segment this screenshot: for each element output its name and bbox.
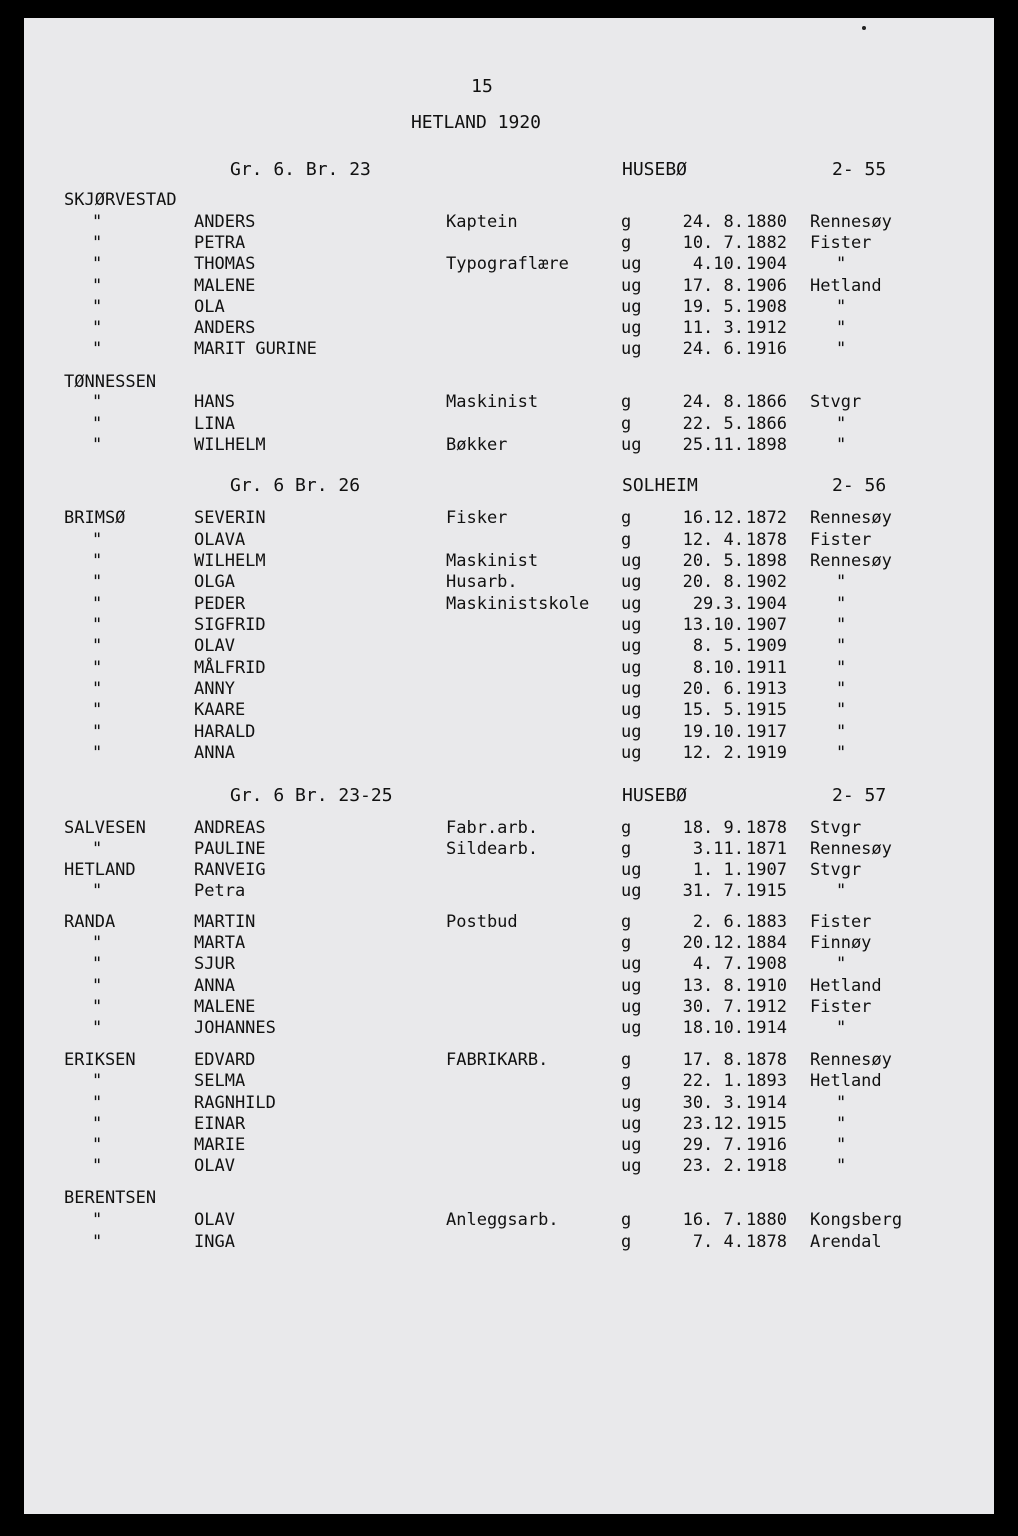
surname: SKJØRVESTAD [64,190,177,210]
given-name: JOHANNES [194,1018,276,1038]
marital-status: ug [621,997,642,1017]
birth-date: 23. 2. [682,1156,744,1176]
birthplace: Fister [810,912,872,932]
page-number: 15 [471,76,493,97]
birth-year: 1908 [746,954,787,974]
given-name: HARALD [194,722,256,742]
birth-year: 1898 [746,435,787,455]
birth-date: 16. 7. [682,1210,744,1230]
birth-date: 15. 5. [682,700,744,720]
ditto-mark: " [92,297,103,317]
occupation: Fisker [446,508,508,528]
birth-date: 20. 6. [682,679,744,699]
ditto-mark: " [92,392,103,412]
birth-year: 1914 [746,1093,787,1113]
marital-status: g [621,508,632,528]
ditto-mark: " [92,933,103,953]
given-name: ANDERS [194,318,256,338]
birthplace: " [836,954,847,974]
birthplace: " [836,318,847,338]
birth-date: 22. 1. [682,1071,744,1091]
birth-year: 1880 [746,212,787,232]
birth-year: 1907 [746,615,787,635]
marital-status: ug [621,551,642,571]
given-name: OLAV [194,1156,235,1176]
birthplace: Finnøy [810,933,872,953]
marital-status: ug [621,572,642,592]
birth-year: 1884 [746,933,787,953]
birthplace: Hetland [810,1071,882,1091]
birth-date: 2. 6. [692,912,744,932]
ditto-mark: " [92,1210,103,1230]
birthplace: " [836,743,847,763]
ditto-mark: " [92,881,103,901]
birth-year: 1913 [746,679,787,699]
marital-status: g [621,1071,632,1091]
marital-status: ug [621,976,642,996]
birth-date: 11. 3. [682,318,744,338]
birth-date: 29.3. [692,594,744,614]
birth-date: 12. 2. [682,743,744,763]
birth-year: 1882 [746,233,787,253]
birth-date: 10. 7. [682,233,744,253]
birthplace: " [836,615,847,635]
birthplace: Stvgr [810,818,862,838]
ditto-mark: " [92,1093,103,1113]
ditto-mark: " [92,339,103,359]
marital-status: ug [621,658,642,678]
marital-status: ug [621,636,642,656]
section-header-farm: HUSEBØ [622,159,688,180]
birthplace: " [836,297,847,317]
birth-year: 1883 [746,912,787,932]
occupation: Maskinist [446,392,539,412]
marital-status: g [621,392,632,412]
given-name: HANS [194,392,235,412]
marital-status: ug [621,1018,642,1038]
marital-status: g [621,233,632,253]
surname: RANDA [64,912,116,932]
marital-status: ug [621,954,642,974]
birth-date: 13.10. [682,615,744,635]
birth-year: 1872 [746,508,787,528]
birthplace: " [836,1156,847,1176]
marital-status: g [621,1050,632,1070]
birth-year: 1866 [746,392,787,412]
given-name: PEDER [194,594,246,614]
marital-status: ug [621,1114,642,1134]
marital-status: g [621,912,632,932]
ditto-mark: " [92,636,103,656]
ditto-mark: " [92,233,103,253]
marital-status: ug [621,276,642,296]
birthplace: " [836,700,847,720]
given-name: MÅLFRID [194,658,266,678]
marital-status: ug [621,615,642,635]
given-name: ANNY [194,679,235,699]
marital-status: g [621,1210,632,1230]
birth-date: 30. 7. [682,997,744,1017]
section-header-parish: Gr. 6 Br. 23-25 [230,785,393,806]
birth-date: 16.12. [682,508,744,528]
given-name: SELMA [194,1071,246,1091]
marital-status: ug [621,435,642,455]
marital-status: ug [621,881,642,901]
birthplace: " [836,1093,847,1113]
section-header-farm: HUSEBØ [622,785,688,806]
birthplace: " [836,1018,847,1038]
ditto-mark: " [92,530,103,550]
birth-date: 8. 5. [692,636,744,656]
birth-year: 1902 [746,572,787,592]
given-name: RANVEIG [194,860,266,880]
birth-date: 4.10. [692,254,744,274]
birth-year: 1878 [746,818,787,838]
ditto-mark: " [92,254,103,274]
birthplace: " [836,572,847,592]
given-name: SEVERIN [194,508,266,528]
ditto-mark: " [92,1156,103,1176]
given-name: ANDERS [194,212,256,232]
marital-status: ug [621,254,642,274]
ditto-mark: " [92,594,103,614]
marital-status: ug [621,700,642,720]
section-header-code: 2- 57 [832,785,887,806]
birth-year: 1880 [746,1210,787,1230]
birth-date: 20. 5. [682,551,744,571]
birth-date: 18. 9. [682,818,744,838]
birthplace: " [836,1135,847,1155]
ditto-mark: " [92,658,103,678]
surname: ERIKSEN [64,1050,136,1070]
birthplace: " [836,722,847,742]
marital-status: g [621,1232,632,1252]
birthplace: Stvgr [810,392,862,412]
given-name: OLAV [194,1210,235,1230]
marital-status: ug [621,339,642,359]
ditto-mark: " [92,212,103,232]
section-header-code: 2- 56 [832,475,887,496]
birthplace: " [836,1114,847,1134]
birthplace: " [836,679,847,699]
surname: BERENTSEN [64,1188,157,1208]
birth-date: 29. 7. [682,1135,744,1155]
occupation: Typograflære [446,254,569,274]
birth-year: 1912 [746,997,787,1017]
section-header-parish: Gr. 6. Br. 23 [230,159,371,180]
birth-year: 1908 [746,297,787,317]
given-name: SIGFRID [194,615,266,635]
occupation: FABRIKARB. [446,1050,549,1070]
occupation: Fabr.arb. [446,818,539,838]
birth-date: 30. 3. [682,1093,744,1113]
ditto-mark: " [92,1071,103,1091]
birthplace: Kongsberg [810,1210,903,1230]
given-name: MARTA [194,933,246,953]
given-name: PAULINE [194,839,266,859]
ditto-mark: " [92,1114,103,1134]
given-name: SJUR [194,954,235,974]
birth-year: 1904 [746,594,787,614]
birthplace: Rennesøy [810,839,892,859]
birth-date: 8.10. [692,658,744,678]
birth-date: 20.12. [682,933,744,953]
ditto-mark: " [92,551,103,571]
birthplace: Rennesøy [810,508,892,528]
ditto-mark: " [92,414,103,434]
ditto-mark: " [92,1018,103,1038]
birth-date: 17. 8. [682,276,744,296]
birth-date: 13. 8. [682,976,744,996]
given-name: OLAVA [194,530,246,550]
page-title: HETLAND 1920 [410,112,542,133]
birth-date: 1. 1. [692,860,744,880]
marital-status: ug [621,743,642,763]
birth-date: 17. 8. [682,1050,744,1070]
birth-date: 7. 4. [692,1232,744,1252]
birth-date: 25.11. [682,435,744,455]
birth-date: 20. 8. [682,572,744,592]
marital-status: ug [621,1093,642,1113]
birthplace: Arendal [810,1232,882,1252]
ditto-mark: " [92,435,103,455]
given-name: MARIT GURINE [194,339,317,359]
ditto-mark: " [92,318,103,338]
surname: HETLAND [64,860,136,880]
section-header-parish: Gr. 6 Br. 26 [230,475,361,496]
ditto-mark: " [92,679,103,699]
occupation: Anleggsarb. [446,1210,559,1230]
marital-status: g [621,839,632,859]
birthplace: Stvgr [810,860,862,880]
birth-year: 1878 [746,530,787,550]
birth-year: 1878 [746,1232,787,1252]
occupation: Maskinistskole [446,594,590,614]
ditto-mark: " [92,276,103,296]
birth-year: 1918 [746,1156,787,1176]
birth-date: 24. 6. [682,339,744,359]
marital-status: g [621,933,632,953]
birth-date: 19. 5. [682,297,744,317]
given-name: KAARE [194,700,246,720]
marital-status: g [621,530,632,550]
marital-status: ug [621,594,642,614]
birth-date: 23.12. [682,1114,744,1134]
birth-date: 12. 4. [682,530,744,550]
birthplace: Rennesøy [810,1050,892,1070]
birth-year: 1910 [746,976,787,996]
birth-year: 1916 [746,339,787,359]
surname: SALVESEN [64,818,146,838]
ditto-mark: " [92,839,103,859]
birth-year: 1907 [746,860,787,880]
ditto-mark: " [92,700,103,720]
birth-year: 1878 [746,1050,787,1070]
section-header-code: 2- 55 [832,159,887,180]
birthplace: " [836,435,847,455]
birthplace: Hetland [810,276,882,296]
birth-year: 1909 [746,636,787,656]
surname: TØNNESSEN [64,372,157,392]
ditto-mark: " [92,976,103,996]
ditto-mark: " [92,1135,103,1155]
birth-date: 4. 7. [692,954,744,974]
birthplace: Rennesøy [810,212,892,232]
marital-status: ug [621,297,642,317]
speck-mark [862,26,866,30]
birth-year: 1917 [746,722,787,742]
occupation: Sildearb. [446,839,539,859]
given-name: INGA [194,1232,235,1252]
birth-date: 3.11. [692,839,744,859]
birth-year: 1916 [746,1135,787,1155]
birthplace: Fister [810,997,872,1017]
given-name: ANNA [194,743,235,763]
ditto-mark: " [92,615,103,635]
given-name: MARIE [194,1135,246,1155]
surname: BRIMSØ [64,508,126,528]
occupation: Husarb. [446,572,518,592]
birthplace: Rennesøy [810,551,892,571]
birth-year: 1915 [746,881,787,901]
birthplace: Fister [810,530,872,550]
occupation: Bøkker [446,435,508,455]
section-header-farm: SOLHEIM [622,475,698,496]
marital-status: ug [621,860,642,880]
birth-year: 1911 [746,658,787,678]
birthplace: " [836,414,847,434]
birthplace: Hetland [810,976,882,996]
ditto-mark: " [92,997,103,1017]
birth-date: 24. 8. [682,212,744,232]
marital-status: ug [621,722,642,742]
ditto-mark: " [92,722,103,742]
given-name: ANNA [194,976,235,996]
ditto-mark: " [92,1232,103,1252]
given-name: THOMAS [194,254,256,274]
given-name: MARTIN [194,912,256,932]
given-name: OLAV [194,636,235,656]
birth-date: 19.10. [682,722,744,742]
birth-date: 22. 5. [682,414,744,434]
marital-status: ug [621,679,642,699]
birth-date: 18.10. [682,1018,744,1038]
given-name: OLA [194,297,225,317]
birth-year: 1893 [746,1071,787,1091]
ditto-mark: " [92,954,103,974]
given-name: EDVARD [194,1050,256,1070]
given-name: MALENE [194,997,256,1017]
birth-year: 1904 [746,254,787,274]
marital-status: g [621,212,632,232]
birth-year: 1912 [746,318,787,338]
birth-year: 1866 [746,414,787,434]
birth-year: 1919 [746,743,787,763]
birth-year: 1871 [746,839,787,859]
birthplace: " [836,339,847,359]
given-name: ANDREAS [194,818,266,838]
given-name: WILHELM [194,551,266,571]
occupation: Kaptein [446,212,518,232]
birth-year: 1915 [746,700,787,720]
occupation: Postbud [446,912,518,932]
marital-status: g [621,818,632,838]
birthplace: Fister [810,233,872,253]
marital-status: ug [621,318,642,338]
given-name: EINAR [194,1114,246,1134]
given-name: LINA [194,414,235,434]
given-name: PETRA [194,233,246,253]
given-name: Petra [194,881,246,901]
birthplace: " [836,594,847,614]
marital-status: ug [621,1135,642,1155]
birth-year: 1915 [746,1114,787,1134]
birth-date: 31. 7. [682,881,744,901]
ditto-mark: " [92,572,103,592]
given-name: OLGA [194,572,235,592]
occupation: Maskinist [446,551,539,571]
birthplace: " [836,658,847,678]
given-name: RAGNHILD [194,1093,276,1113]
birth-year: 1906 [746,276,787,296]
marital-status: g [621,414,632,434]
birth-year: 1898 [746,551,787,571]
birthplace: " [836,636,847,656]
marital-status: ug [621,1156,642,1176]
ditto-mark: " [92,743,103,763]
birth-date: 24. 8. [682,392,744,412]
birth-year: 1914 [746,1018,787,1038]
given-name: WILHELM [194,435,266,455]
given-name: MALENE [194,276,256,296]
birthplace: " [836,881,847,901]
birthplace: " [836,254,847,274]
